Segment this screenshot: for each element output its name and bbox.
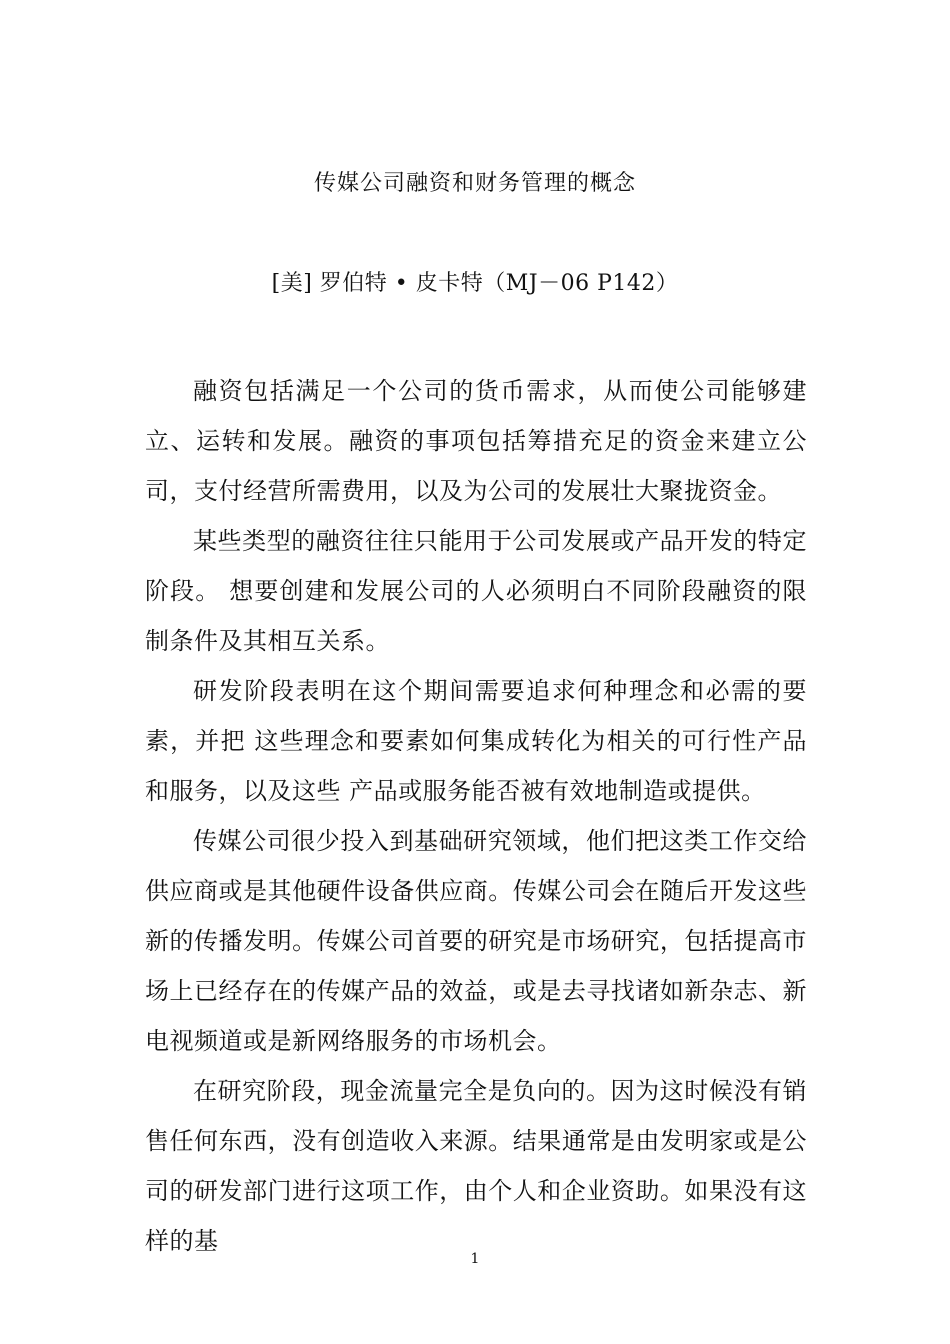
paragraph-4: 传媒公司很少投入到基础研究领域，他们把这类工作交给供应商或是其他硬件设备供应商。传媒公司会在随后开发这些新的传播发明。传媒公司首要的研究是市场研究，包括提高市场上已经存在的传媒产品的效益，或是去寻找诸如新杂志、新电视频道或是新网络服务的市场机会。 [145, 827, 807, 1055]
author-line: [美] 罗伯特 • 皮卡特（MJ－06 P142） [271, 271, 679, 296]
paragraph-1: 融资包括满足一个公司的货币需求，从而使公司能够建立、运转和发展。融资的事项包括筹措充足的资金来建立公司，支付经营所需费用，以及为公司的发展壮大聚拢资金。 [145, 377, 807, 505]
paragraph-3: 研发阶段表明在这个期间需要追求何种理念和必需的要素，并把 这些理念和要素如何集成转化为相关的可行性产品和服务，以及这些 产品或服务能否被有效地制造或提供。 [145, 677, 807, 805]
document-body [145, 366, 807, 1266]
document-title: 传媒公司融资和财务管理的概念 [313, 171, 636, 196]
paragraph-5: 在研究阶段，现金流量完全是负向的。因为这时候没有销售任何东西，没有创造收入来源。结果通常是由发明家或是公司的研发部门进行这项工作，由个人和企业资助。如果没有这样的基 [145, 1077, 807, 1255]
page-number: 1 [470, 1251, 480, 1267]
paragraph-2: 某些类型的融资往往只能用于公司发展或产品开发的特定阶段。 想要创建和发展公司的人必须明白不同阶段融资的限制条件及其相互关系。 [145, 527, 807, 655]
